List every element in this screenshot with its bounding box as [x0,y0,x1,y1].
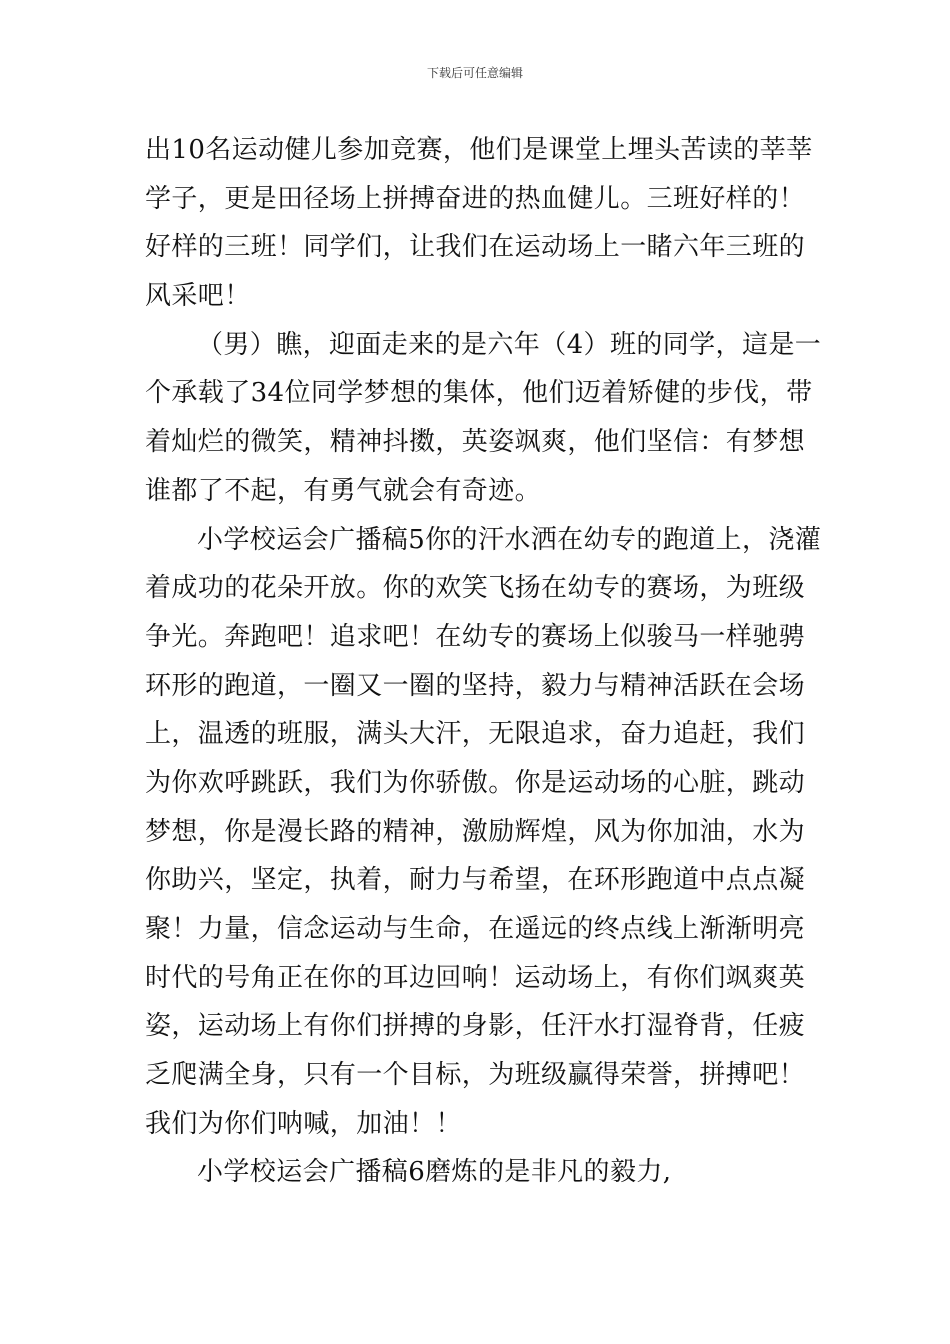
text-line: 乏爬满全身，只有一个目标，为班级赢得荣誉，拼搏吧！ [145,1060,806,1091]
text-line: 环形的跑道，一圈又一圈的坚持，毅力与精神活跃在会场 [145,670,806,701]
text-line: 学子，更是田径场上拼搏奋进的热血健儿。三班好样的！ [145,183,806,214]
text-line: 梦想，你是漫长路的精神，激励辉煌，风为你加油，水为 [145,816,806,847]
text-line: 上，温透的班服，满头大汗，无限追求，奋力追赶，我们 [145,719,806,750]
text-line: 出10名运动健儿参加竞赛，他们是课堂上埋头苦读的莘莘 [145,135,813,165]
text-line: 你助兴，坚定，执着，耐力与希望，在环形跑道中点点凝 [145,865,806,896]
text-line: 小学校运会广播稿6磨炼的是非凡的毅力, [197,1157,672,1188]
text-line: （男）瞧，迎面走来的是六年（4）班的同学，這是一 [197,329,822,360]
text-line: 个承载了34位同学梦想的集体，他们迈着矫健的步伐，带 [145,378,813,409]
text-line: 着灿烂的微笑，精神抖擞，英姿飒爽，他们坚信：有梦想 [145,427,806,458]
page-header: 下载后可任意编辑 [426,66,523,80]
text-line: 争光。奔跑吧！追求吧！在幼专的赛场上似骏马一样驰骋 [145,621,806,652]
text-line: 聚！力量，信念运动与生命，在遥远的终点线上渐渐明亮 [145,914,806,944]
text-line: 风采吧！ [145,281,251,312]
text-line: 小学校运会广播稿5你的汗水洒在幼专的跑道上，浇灌 [197,524,822,555]
text-line: 我们为你们呐喊，加油！！ [145,1108,462,1139]
text-line: 时代的号角正在你的耳边回响！运动场上，有你们飒爽英 [145,962,806,993]
document-body [145,126,822,1197]
text-line: 姿，运动场上有你们拼搏的身影，任汗水打湿脊背，任疲 [145,1011,806,1042]
text-line: 着成功的花朵开放。你的欢笑飞扬在幼专的赛场，为班级 [145,573,806,604]
text-line: 好样的三班！同学们，让我们在运动场上一睹六年三班的 [145,232,806,263]
text-line: 谁都了不起，有勇气就会有奇迹。 [145,475,542,506]
text-line: 为你欢呼跳跃，我们为你骄傲。你是运动场的心脏，跳动 [145,767,806,798]
